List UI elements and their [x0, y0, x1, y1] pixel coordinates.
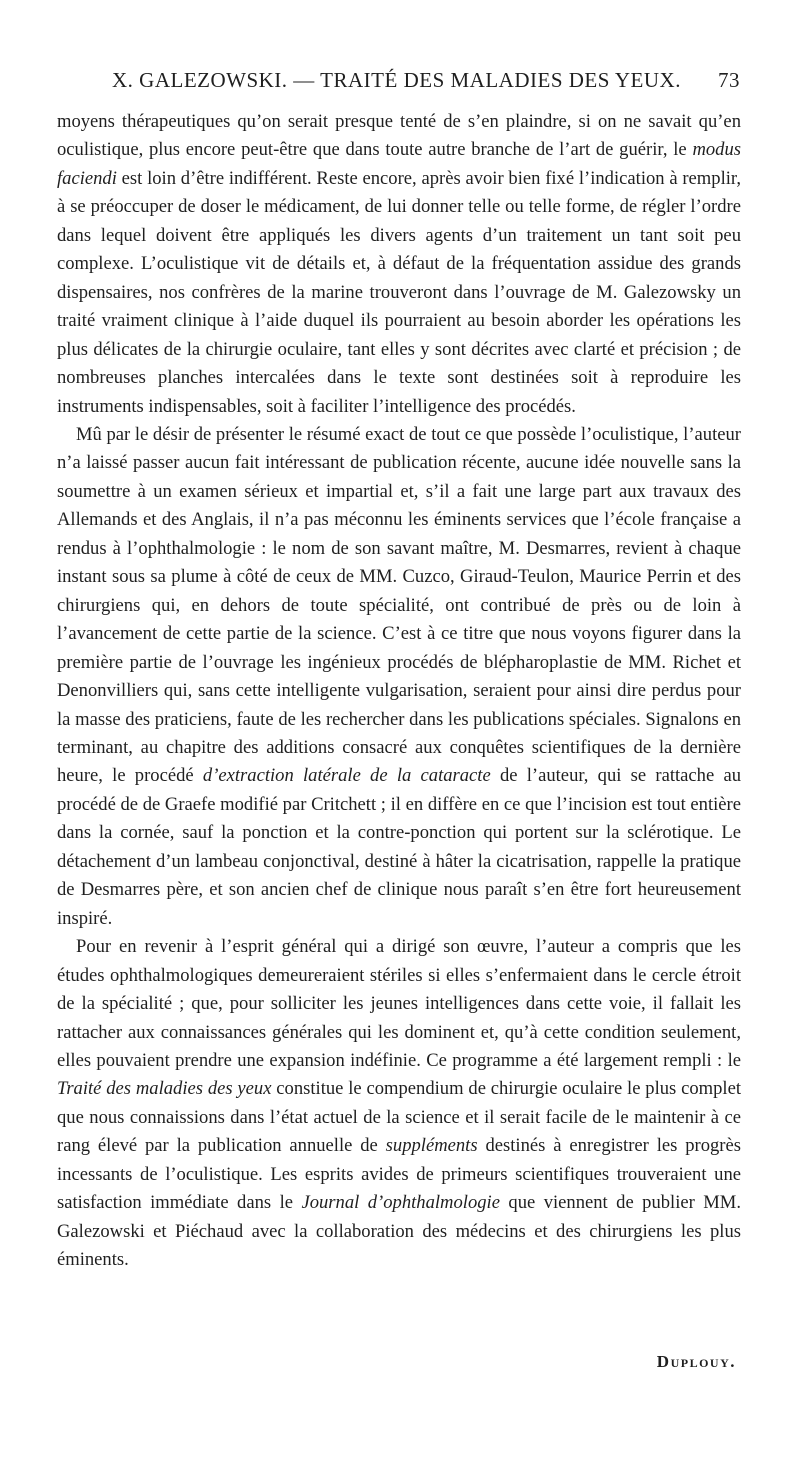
- article-body: [57, 108, 741, 1275]
- text-run: Pour en revenir à l’esprit général qui a dirigé son œuvre, l’auteur a compris que les études ophthalmologiques demeureraient stériles si elles s’enfermaient dans le cercle étroit de la spécialité ; que, pour solliciter les jeunes intelligences dans cette voie, il fallait les rattacher aux connaissances générales qui les dominent et, qu’à cette condition seulement, elles pouvaient prendre une expansion indéfinie. Ce programme a été largement rempli : le: [57, 936, 741, 1071]
- paragraph: [57, 421, 741, 933]
- text-run: de l’auteur, qui se rattache au procédé de de Graefe modifié par Critchett ; il en diffère en ce que l’incision est tout entière dans la cornée, sauf la ponction et la contre-ponction qui portent sur la sclérotique. Le détachement d’un lambeau conjonctival, destiné à hâter la cicatrisation, rappelle la pratique de Desmarres père, et son ancien chef de clinique nous paraît s’en être fort heureusement inspiré.: [57, 765, 741, 929]
- paragraph: [57, 933, 741, 1274]
- text-run: Mû par le désir de présenter le résumé exact de tout ce que possède l’oculistique, l’auteur n’a laissé passer aucun fait intéressant de publication récente, aucune idée nouvelle sans la soumettre à un examen sérieux et impartial et, s’il a fait une large part aux travaux des Allemands et des Anglais, il n’a pas méconnu les éminents services que l’école française a rendus à l’ophthalmologie : le nom de son savant maître, M. Desmarres, revient à chaque instant sous sa plume à côté de ceux de MM. Cuzco, Giraud-Teulon, Maurice Perrin et des chirurgiens qui, en dehors de toute spécialité, ont contribué de près ou de loin à l’avancement de cette partie de la science. C’est à ce titre que nous voyons figurer dans la première partie de l’ouvrage les ingénieux procédés de blépharoplastie de MM. Richet et Denonvilliers qui, sans cette intelligente vulgarisation, seraient pour ainsi dire perdus pour la masse des praticiens, faute de les rechercher dans les publications spéciales. Signalons en terminant, au chapitre des additions consacré aux conquêtes scientifiques de la dernière heure, le procédé: [57, 423, 741, 787]
- text-run: constitue le compendium de chirurgie oculaire le plus complet que nous connaissions dans l’état actuel de la science et il serait facile de le maintenir à ce rang élevé par la publication annuelle de: [57, 1078, 741, 1157]
- italic-text-run: Traité des maladies des yeux: [57, 1078, 272, 1100]
- running-title: X. GALEZOWSKI. — TRAITÉ DES MALADIES DES YEUX.: [112, 68, 681, 92]
- page-number: 73: [718, 68, 740, 92]
- text-run: que viennent de publier MM. Galezowski et Piéchaud avec la collaboration des médecins et des chirurgiens les plus éminents.: [57, 1192, 741, 1271]
- italic-text-run: suppléments: [385, 1135, 478, 1157]
- italic-text-run: d’extraction latérale de la cataracte: [202, 765, 491, 787]
- paragraph: [57, 108, 741, 421]
- italic-text-run: modus faciendi: [57, 139, 741, 189]
- running-head: [112, 68, 740, 96]
- italic-text-run: Journal d’ophthalmologie: [301, 1192, 500, 1214]
- text-run: est loin d’être indifférent. Reste encore, après avoir bien fixé l’indication à remplir, à se préoccuper de doser le médicament, de lui donner telle ou telle forme, de régler l’ordre dans lequel doivent être appliqués les divers agents d’un traitement un tant soit peu complexe. L’oculistique vit de détails et, à défaut de la fréquentation assidue des grands dispensaires, nos confrères de la marine trouveront dans l’ouvrage de M. Galezowsky un traité vraiment clinique à l’aide duquel ils pourraient au besoin aborder les opérations les plus délicates de la chirurgie oculaire, tant elles y sont décrites avec clarté et précision ; de nombreuses planches intercalées dans le texte sont destinées soit à reproduire les instruments indispensables, soit à faciliter l’intelligence des procédés.: [57, 167, 741, 417]
- text-run: moyens thérapeutiques qu’on serait presque tenté de s’en plaindre, si on ne savait qu’en oculistique, plus encore peut-être que dans toute autre branche de l’art de guérir, le: [57, 111, 741, 161]
- author-signature: Duplouy.: [656, 1352, 736, 1371]
- text-run: destinés à enregistrer les progrès incessants de l’oculistique. Les esprits avides de primeurs scientifiques trouveraient une satisfaction immédiate dans le: [57, 1135, 741, 1214]
